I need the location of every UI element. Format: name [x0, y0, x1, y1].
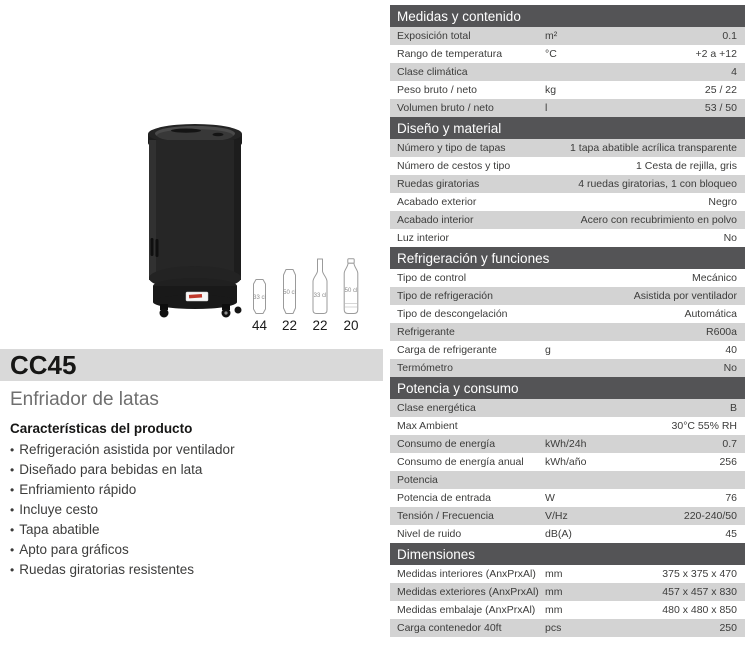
- spec-value: No: [723, 232, 737, 244]
- spec-value: 45: [725, 528, 737, 540]
- spec-row: [390, 583, 745, 601]
- capacity-count: 22: [281, 318, 298, 333]
- spec-value: R600a: [706, 326, 737, 338]
- spec-row: [390, 305, 745, 323]
- spec-row: [390, 619, 745, 637]
- spec-value: 250: [719, 622, 737, 634]
- spec-unit: pcs: [545, 622, 562, 634]
- spec-label: Medidas embalaje (AnxPrxAl): [397, 604, 536, 616]
- spec-row: [390, 27, 745, 45]
- plastic-bottle-50cl-icon: [341, 258, 361, 315]
- spec-label: Medidas exteriores (AnxPrxAl): [397, 586, 539, 598]
- lid-notch: [213, 133, 224, 137]
- spec-row: [390, 489, 745, 507]
- product-title: CC45: [10, 350, 77, 380]
- spec-value: +2 a +12: [695, 48, 737, 60]
- spec-label: Acabado interior: [397, 214, 474, 226]
- spec-row: [390, 99, 745, 117]
- spec-value: 1 tapa abatible acrílica transparente: [570, 142, 737, 154]
- product-image: [140, 118, 250, 323]
- spec-row: [390, 471, 745, 489]
- spec-unit: W: [545, 492, 555, 504]
- spec-unit: dB(A): [545, 528, 572, 540]
- spec-label: Consumo de energía: [397, 438, 496, 450]
- spec-row: [390, 45, 745, 63]
- spec-value: 4: [731, 66, 737, 78]
- svg-text:33 cl: 33 cl: [313, 293, 327, 299]
- spec-row: [390, 601, 745, 619]
- spec-row: [390, 229, 745, 247]
- capacity-count: 20: [343, 318, 359, 333]
- spec-unit: mm: [545, 568, 563, 580]
- cooler-body-shadow: [234, 140, 241, 280]
- spec-value: Mecánico: [692, 272, 737, 284]
- section-header: Refrigeración y funciones: [390, 247, 745, 269]
- spec-label: Tipo de descongelación: [397, 308, 508, 320]
- features-section: [10, 421, 382, 580]
- spec-row: [390, 323, 745, 341]
- svg-text:33 cl: 33 cl: [253, 295, 266, 301]
- spec-label: Volumen bruto / neto: [397, 102, 494, 114]
- svg-text:50 cl: 50 cl: [344, 288, 358, 294]
- spec-value: 480 x 480 x 850: [662, 604, 737, 616]
- spec-value: No: [723, 362, 737, 374]
- spec-unit: V/Hz: [545, 510, 568, 522]
- spec-label: Termómetro: [397, 362, 454, 374]
- spec-label: Rango de temperatura: [397, 48, 503, 60]
- feature-item: • Enfriamiento rápido: [10, 480, 382, 500]
- spec-row: [390, 193, 745, 211]
- svg-text:50 cl: 50 cl: [283, 290, 296, 296]
- spec-value: 25 / 22: [704, 84, 737, 96]
- spec-row: [390, 81, 745, 99]
- capacity-bottle-50cl: [341, 258, 361, 333]
- spec-table: [390, 5, 745, 637]
- spec-row: [390, 507, 745, 525]
- lid-handle-slot: [171, 129, 201, 133]
- vent-slot: [156, 239, 159, 257]
- section-header: Dimensiones: [390, 543, 745, 565]
- spec-label: Consumo de energía anual: [397, 456, 524, 468]
- spec-value: 375 x 375 x 470: [662, 568, 737, 580]
- spec-label: Número y tipo de tapas: [397, 142, 506, 154]
- spec-value: 0.1: [722, 30, 737, 42]
- spec-unit: l: [545, 102, 548, 114]
- spec-unit: mm: [545, 604, 563, 616]
- glass-bottle-33cl-icon: [310, 258, 330, 315]
- capacity-legend: [250, 258, 361, 333]
- spec-value: Negro: [708, 196, 737, 208]
- spec-value: B: [729, 402, 737, 414]
- spec-label: Potencia: [397, 474, 438, 486]
- spec-label: Nivel de ruido: [397, 528, 462, 540]
- spec-row: [390, 157, 745, 175]
- spec-row: [390, 287, 745, 305]
- product-title-band: [0, 349, 383, 381]
- spec-label: Tipo de control: [397, 272, 467, 284]
- cooler-body: [149, 140, 241, 280]
- capacity-count: 44: [251, 318, 268, 333]
- can-33cl-icon: [250, 278, 269, 315]
- spec-value: Automática: [684, 308, 737, 320]
- feature-item: • Apto para gráficos: [10, 540, 382, 560]
- spec-label: Tipo de refrigeración: [397, 290, 493, 302]
- spec-value: 4 ruedas giratorias, 1 con bloqueo: [578, 178, 737, 190]
- spec-label: Luz interior: [397, 232, 449, 244]
- feature-item: • Incluye cesto: [10, 500, 382, 520]
- spec-row: [390, 139, 745, 157]
- spec-label: Medidas interiores (AnxPrxAl): [397, 568, 536, 580]
- spec-label: Exposición total: [397, 30, 471, 42]
- spec-row: [390, 435, 745, 453]
- section-header: Diseño y material: [390, 117, 745, 139]
- spec-row: [390, 525, 745, 543]
- spec-row: [390, 341, 745, 359]
- spec-value: 220-240/50: [683, 510, 737, 522]
- spec-unit: kWh/año: [545, 456, 587, 468]
- spec-label: Ruedas giratorias: [397, 178, 480, 190]
- spec-value: 76: [725, 492, 737, 504]
- features-list: [10, 440, 382, 580]
- spec-unit: kWh/24h: [545, 438, 587, 450]
- caster-hub: [224, 311, 227, 314]
- spec-row: [390, 399, 745, 417]
- section-header: Medidas y contenido: [390, 5, 745, 27]
- spec-label: Acabado exterior: [397, 196, 477, 208]
- spec-unit: g: [545, 344, 551, 356]
- spec-label: Clase climática: [397, 66, 468, 78]
- spec-label: Refrigerante: [397, 326, 455, 338]
- spec-row: [390, 453, 745, 471]
- spec-unit: mm: [545, 586, 563, 598]
- spec-value: 30°C 55% RH: [671, 420, 737, 432]
- spec-value: 0.7: [722, 438, 737, 450]
- spec-label: Número de cestos y tipo: [397, 160, 511, 172]
- spec-label: Carga contenedor 40ft: [397, 622, 502, 634]
- spec-label: Carga de refrigerante: [397, 344, 497, 356]
- spec-row: [390, 417, 745, 435]
- caster-wheel: [160, 309, 169, 318]
- section-header: Potencia y consumo: [390, 377, 745, 399]
- spec-row: [390, 211, 745, 229]
- feature-item: • Diseñado para bebidas en lata: [10, 460, 382, 480]
- spec-label: Potencia de entrada: [397, 492, 491, 504]
- spec-label: Peso bruto / neto: [397, 84, 477, 96]
- capacity-count: 22: [312, 318, 328, 333]
- spec-value: 1 Cesta de rejilla, gris: [636, 160, 737, 172]
- spec-unit: kg: [545, 84, 557, 96]
- spec-value: 256: [719, 456, 737, 468]
- spec-label: Clase energética: [397, 402, 476, 414]
- spec-value: Acero con recubrimiento en polvo: [580, 214, 737, 226]
- spec-row: [390, 63, 745, 81]
- feature-item: • Ruedas giratorias resistentes: [10, 560, 382, 580]
- capacity-can-50cl: [280, 268, 299, 333]
- spec-value: 457 x 457 x 830: [662, 586, 737, 598]
- capacity-bottle-33cl: [310, 258, 330, 333]
- spec-value: 53 / 50: [704, 102, 737, 114]
- spec-row: [390, 565, 745, 583]
- spec-value: Asistida por ventilador: [633, 290, 737, 302]
- spec-row: [390, 359, 745, 377]
- spec-value: 40: [725, 344, 737, 356]
- features-heading: Características del producto: [10, 421, 193, 436]
- capacity-can-33cl: [250, 278, 269, 333]
- product-subtitle: Enfriador de latas: [10, 389, 159, 410]
- caster-wheel: [235, 307, 242, 314]
- spec-label: Max Ambient: [397, 420, 458, 432]
- spec-unit: °C: [545, 48, 557, 60]
- spec-label: Tensión / Frecuencia: [397, 510, 494, 522]
- feature-item: • Tapa abatible: [10, 520, 382, 540]
- can-50cl-icon: [280, 268, 299, 315]
- feature-item: • Refrigeración asistida por ventilador: [10, 440, 382, 460]
- cooler-body-highlight: [149, 140, 156, 280]
- spec-row: [390, 175, 745, 193]
- spec-row: [390, 269, 745, 287]
- vent-slot: [151, 238, 154, 256]
- spec-unit: m²: [545, 30, 558, 42]
